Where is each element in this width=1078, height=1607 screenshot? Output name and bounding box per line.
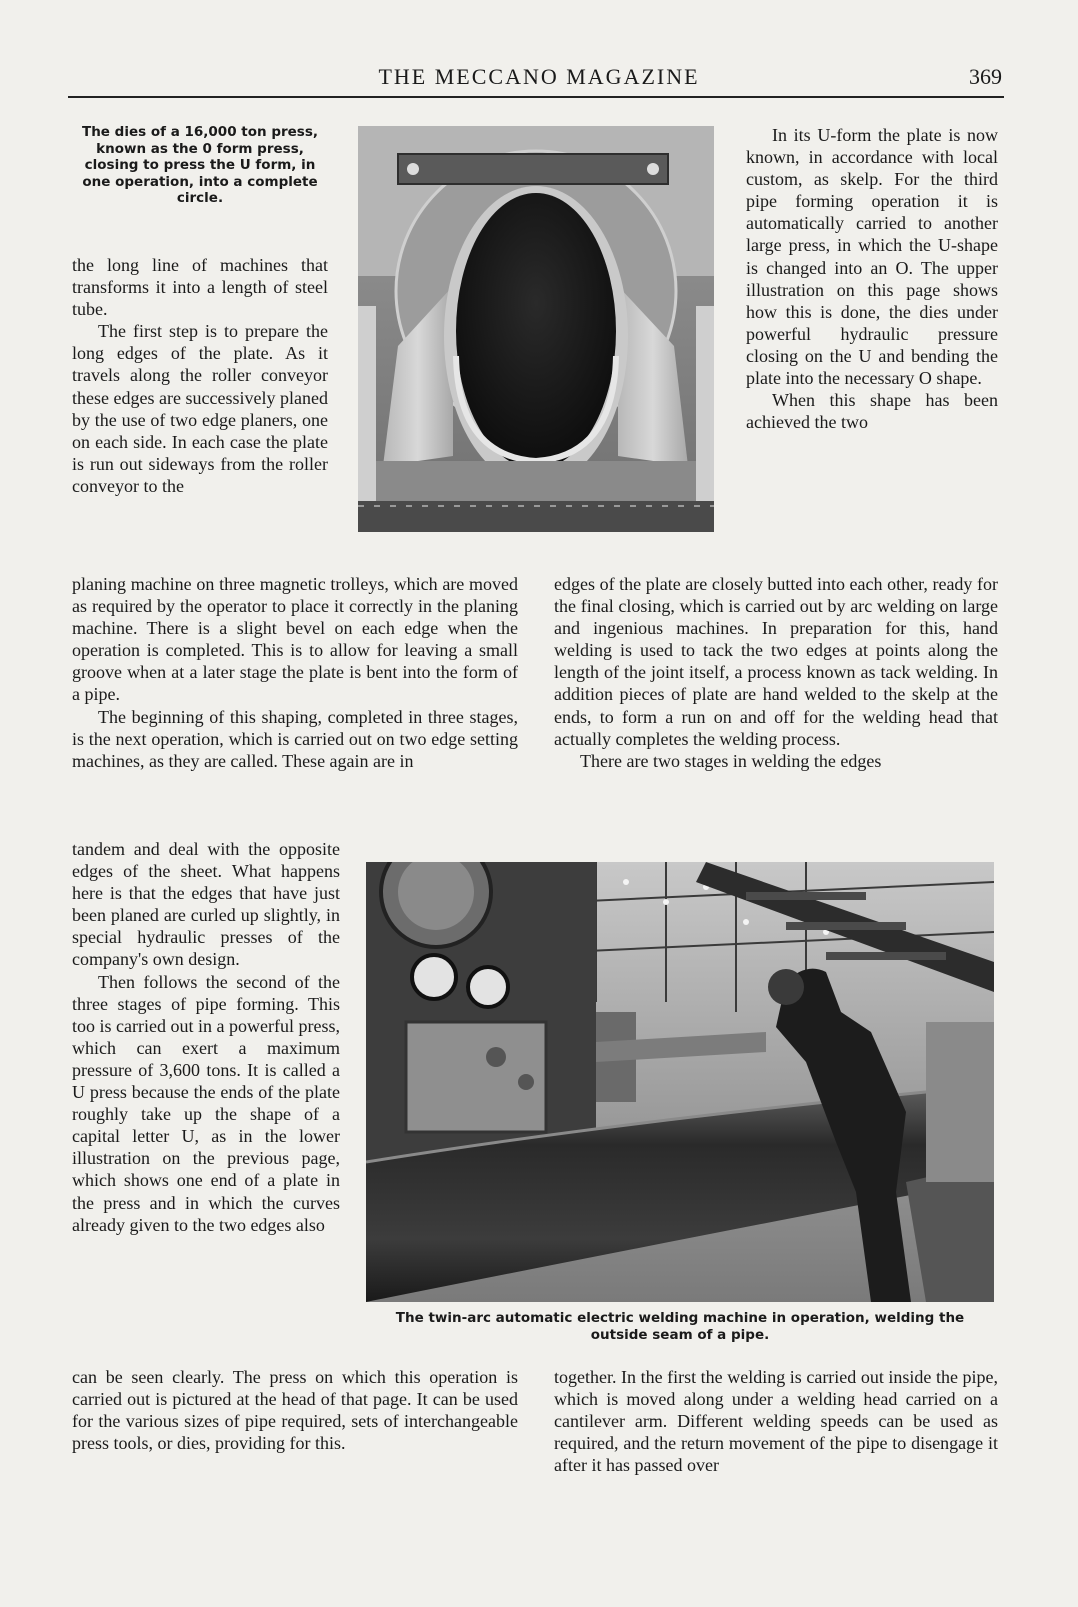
paragraph: planing machine on three magnetic trolleys, which are moved as required by the operator to place it correctly in the planing machine. There is a slight bevel on each edge when the operation is completed. This is to allow for leaving a small groove when at a later stage the plate is bent into the form of a pipe. (72, 574, 518, 705)
paragraph: together. In the first the welding is carried out inside the pipe, which is moved along under a welding head carried on a cantilever arm. Different welding speeds can be used as required, and the return movement of the pipe to disengage it after it has passed over (554, 1367, 998, 1476)
left-column-block-1 (72, 254, 328, 497)
left-column-block-3 (72, 838, 340, 1236)
paragraph: In its U-form the plate is now known, in accordance with local custom, as skelp. For the third pipe forming operation it is automatically carried to another large press, in which the U-shape is changed into an O. The upper illustration on this page shows how this is done, the dies under powerful hydraulic pressure closing on the U and bending the plate into the necessary O shape. (746, 125, 998, 389)
paragraph: Then follows the second of the three stages of pipe forming. This too is carried out in a powerful press, which can exert a maximum pressure of 3,600 tons. It is called a U press because the ends of the plate roughly take up the shape of a capital letter U, as in the lower illustration on the previous page, which shows one end of a plate in the press and in which the curves already given to the two edges also (72, 971, 340, 1235)
paragraph: There are two stages in welding the edges (580, 750, 882, 771)
top-photo-caption: The dies of a 16,000 ton press, known as the 0 form press, closing to press the U form, in one operation, into a complete circle. (81, 124, 319, 206)
paragraph: can be seen clearly. The press on which this operation is carried out is pictured at the head of that page. It can be used for the various sizes of pipe required, sets of interchangeable press tools, or dies, providing for this. (72, 1367, 518, 1454)
top-photo (358, 126, 714, 532)
magazine-title: THE MECCANO MAGAZINE (378, 64, 700, 89)
right-column-block-1 (746, 124, 998, 433)
paragraph: The first step is to prepare the long edges of the plate. As it travels along the roller conveyor these edges are successively planed by the use of two edge planers, one on each side. In each case the plate is run out sideways from the roller conveyor to the (72, 321, 328, 496)
right-column-block-3 (554, 1366, 998, 1476)
left-column-block-4 (72, 1366, 518, 1454)
paragraph: When this shape has been achieved the two (746, 390, 998, 433)
bottom-photo (366, 862, 994, 1302)
left-column-block-2 (72, 573, 518, 772)
header-rule (68, 96, 1004, 98)
paragraph: edges of the plate are closely butted into each other, ready for the final closing, which is carried out by arc welding on large and ingenious machines. In preparation for this, hand welding is used to tack the two edges at points along the length of the joint itself, a process known as tack welding. In addition pieces of plate are hand welded to the skelp at the ends, to form a run on and off for the welding head that actually completes the welding process. (554, 574, 998, 749)
paragraph: the long line of machines that transforms it into a length of steel tube. (72, 255, 328, 320)
paragraph: The beginning of this shaping, completed in three stages, is the next operation, which is carried out on two edge setting machines, as they are called. These again are in (72, 706, 518, 771)
page-number: 369 (969, 64, 1002, 89)
bottom-photo-caption: The twin-arc automatic electric welding machine in operation, welding the outside seam of a pipe. (395, 1310, 965, 1343)
right-column-block-2 (554, 573, 998, 772)
paragraph: tandem and deal with the opposite edges of the sheet. What happens here is that the edges that have just been planed are curled up slightly, in special hydraulic presses of the company's own design. (72, 839, 340, 970)
